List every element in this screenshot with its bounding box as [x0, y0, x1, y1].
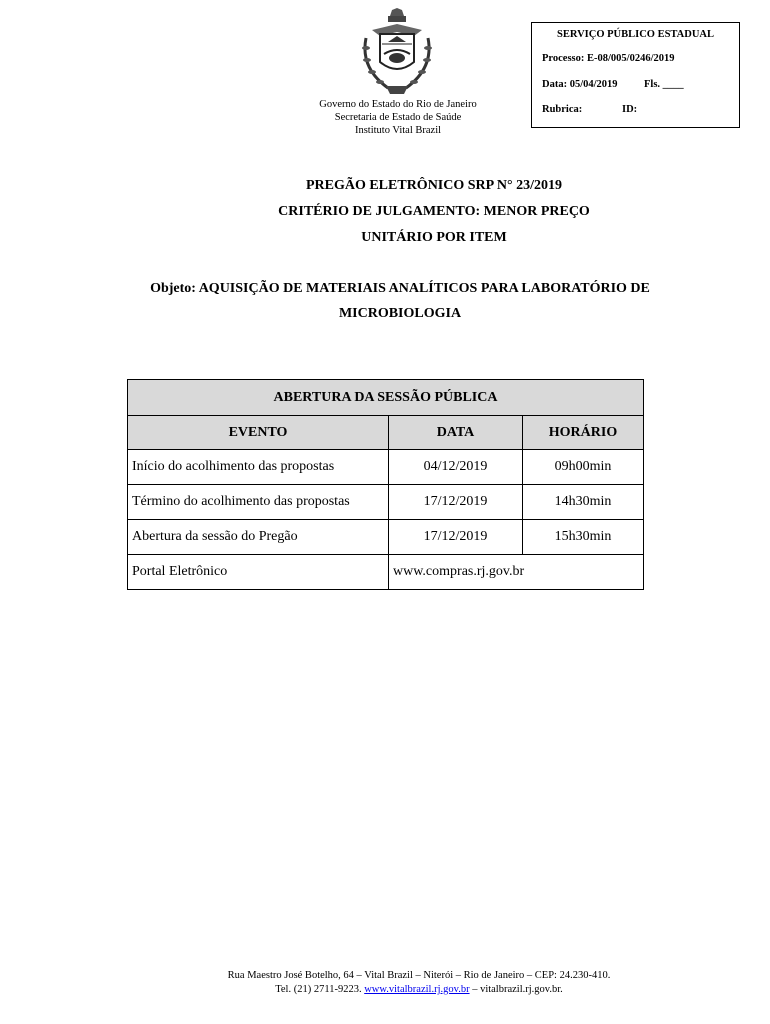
org-line-2: Secretaria de Estado de Saúde	[334, 112, 462, 123]
cell-evento: Término do acolhimento das propostas	[128, 485, 389, 520]
stamp-fls: Fls. ____	[644, 79, 684, 90]
stamp-title: SERVIÇO PÚBLICO ESTADUAL	[557, 29, 714, 40]
objeto-line-1: Objeto: AQUISIÇÃO DE MATERIAIS ANALÍTICOS PARA LABORATÓRIO DE	[150, 281, 650, 296]
cell-evento: Início do acolhimento das propostas	[128, 450, 389, 485]
header-organization	[282, 98, 514, 137]
table-row-portal	[128, 555, 644, 590]
cell-horario: 09h00min	[523, 450, 644, 485]
footer-website-link[interactable]: www.vitalbrazil.rj.gov.br	[364, 984, 470, 995]
table-row	[128, 520, 644, 555]
footer-address: Rua Maestro José Botelho, 64 – Vital Brazil – Niterói – Rio de Janeiro – CEP: 24.230-410.	[227, 970, 611, 981]
table-row	[128, 485, 644, 520]
cell-horario: 15h30min	[523, 520, 644, 555]
protocol-stamp-box	[531, 22, 740, 128]
stamp-id: ID:	[622, 104, 638, 115]
column-header-evento: EVENTO	[128, 416, 389, 450]
document-title-line-2: CRITÉRIO DE JULGAMENTO: MENOR PREÇO	[278, 204, 590, 219]
footer-contact	[0, 983, 770, 997]
cell-horario: 14h30min	[523, 485, 644, 520]
footer	[0, 969, 770, 997]
session-table-heading: ABERTURA DA SESSÃO PÚBLICA	[128, 380, 644, 416]
column-header-data: DATA	[389, 416, 523, 450]
footer-website-suffix: – vitalbrazil.rj.gov.br.	[469, 984, 563, 995]
cell-data: 17/12/2019	[389, 520, 523, 555]
objeto-text	[100, 276, 700, 326]
column-header-horario: HORÁRIO	[523, 416, 644, 450]
cell-data: 04/12/2019	[389, 450, 523, 485]
org-line-3: Instituto Vital Brazil	[354, 125, 442, 136]
table-row	[128, 450, 644, 485]
session-table	[127, 379, 644, 590]
footer-phone: Tel. (21) 2711-9223.	[275, 984, 365, 995]
stamp-processo: Processo: E-08/005/0246/2019	[542, 53, 675, 64]
cell-portal-value: www.compras.rj.gov.br	[389, 555, 644, 590]
stamp-rubrica: Rubrica:	[542, 104, 583, 115]
document-title-line-3: UNITÁRIO POR ITEM	[361, 230, 507, 245]
cell-data: 17/12/2019	[389, 485, 523, 520]
cell-portal-label: Portal Eletrônico	[128, 555, 389, 590]
objeto-line-2: MICROBIOLOGIA	[338, 306, 462, 321]
org-line-1: Governo do Estado do Rio de Janeiro	[319, 99, 477, 110]
stamp-data: Data: 05/04/2019	[542, 79, 618, 90]
coat-of-arms-icon	[358, 8, 436, 96]
cell-evento: Abertura da sessão do Pregão	[128, 520, 389, 555]
document-title-line-1: PREGÃO ELETRÔNICO SRP N° 23/2019	[305, 178, 563, 193]
